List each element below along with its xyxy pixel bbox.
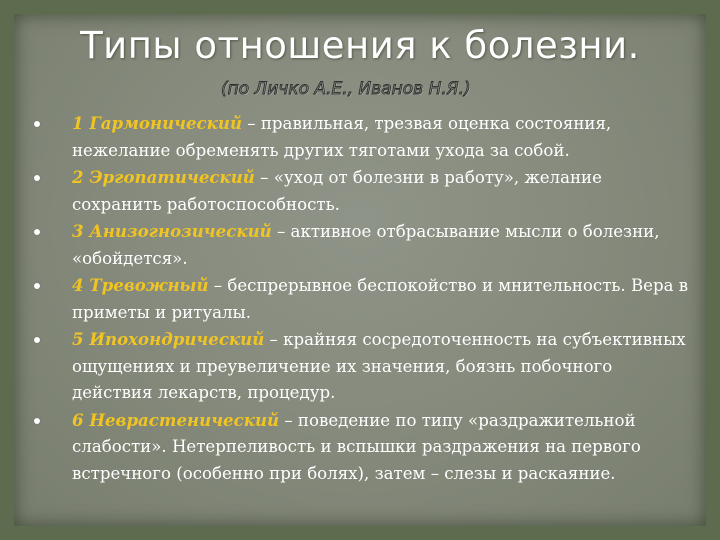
bullet-icon <box>34 337 40 343</box>
list-item <box>0 326 720 407</box>
list-item <box>0 407 720 488</box>
item-term: 2 Эргопатический <box>72 167 255 187</box>
bullet-icon <box>34 229 40 235</box>
bullet-icon <box>34 283 40 289</box>
slide-subtitle: (по Личко А.Е., Иванов Н.Я.) <box>221 79 471 99</box>
item-term: 3 Анизогнозический <box>72 221 272 241</box>
item-text: – правильная, трезвая оценка состояния, нежелание обременять других тяготами ухода за собой. <box>72 114 612 160</box>
types-list <box>0 110 720 487</box>
bullet-icon <box>34 175 40 181</box>
item-term: 5 Ипохондрический <box>72 329 265 349</box>
slide-title: Типы отношения к болезни. <box>80 24 640 67</box>
item-text: – «уход от болезни в работу», желание сохранить работоспособность. <box>72 168 602 214</box>
item-text: – поведение по типу «раздражительной слабости». Нетерпеливость и вспышки раздражения на первого встречного (особенно при болях), затем – слезы и раскаяние. <box>72 410 641 483</box>
list-item <box>0 164 720 218</box>
item-term: 1 Гармонический <box>72 113 243 133</box>
item-term: 6 Неврастенический <box>72 409 280 430</box>
item-text: – активное отбрасывание мысли о болезни, «обойдется». <box>72 222 660 268</box>
item-text: – крайняя сосредоточенность на субъективных ощущениях и преувеличение их значения, боязнь побочного действия лекарств, процедур. <box>72 330 686 402</box>
list-item <box>0 272 720 326</box>
item-term: 4 Тревожный <box>72 275 209 295</box>
list-item <box>0 110 720 164</box>
bullet-icon <box>34 418 40 424</box>
item-text: – беспрерывное беспокойство и мнительность. Вера в приметы и ритуалы. <box>72 276 689 322</box>
list-item <box>0 218 720 272</box>
bullet-icon <box>34 121 40 127</box>
